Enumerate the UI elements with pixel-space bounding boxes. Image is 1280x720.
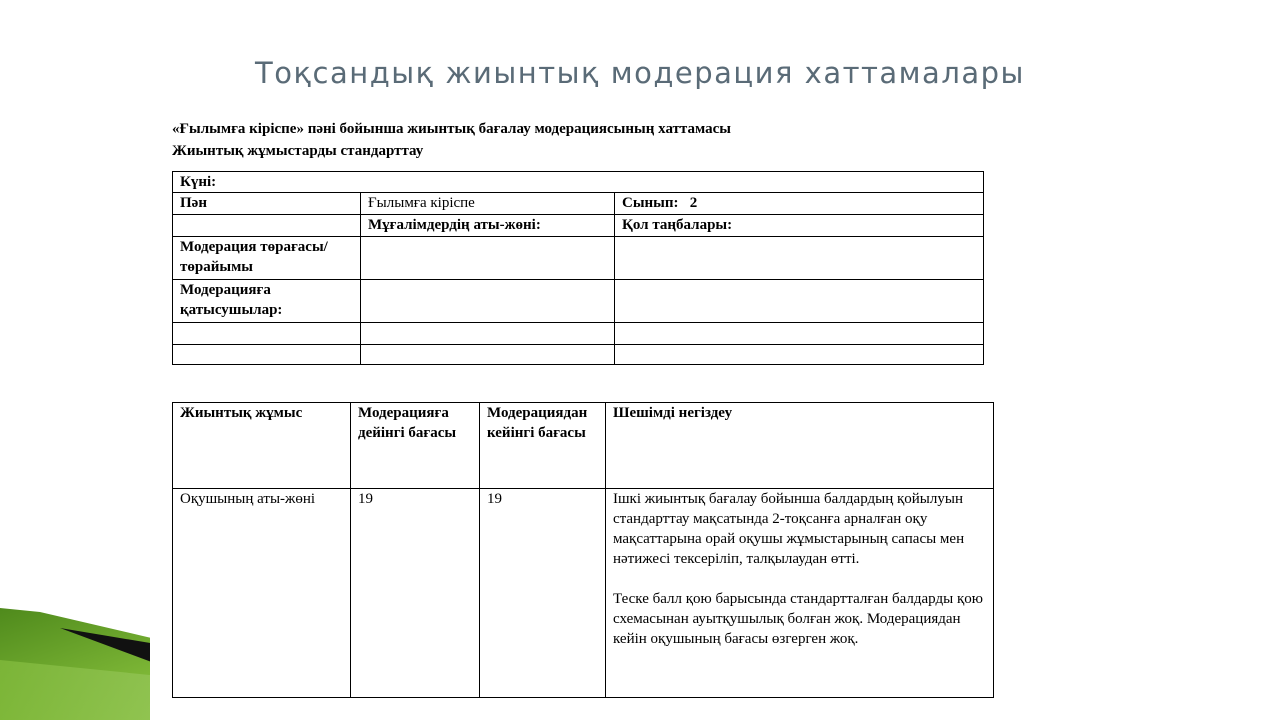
header-justification: Шешімді негіздеу [606,403,994,489]
empty-cell [173,215,361,237]
justification-paragraph: Теске балл қою барысында стандартталған балдарды қою схемасынан ауытқушылық болған жоқ. Модерациядан кейін оқушының бағасы өзгерген жоқ. [613,591,983,647]
empty-cell [615,280,984,323]
empty-cell [361,237,615,280]
info-table [172,171,984,365]
slide-title: Тоқсандық жиынтық модерация хаттамалары [255,56,1025,90]
empty-cell [361,323,615,345]
score-after: 19 [480,489,606,698]
justification-paragraph: Ішкі жиынтық бағалау бойынша балдардың қойылуын стандарттау мақсатында 2-тоқсанға арналған оқу мақсаттарына орай оқушы жұмыстарының сапасы мен нәтижесі тексеріліп, талқылаудан өтті. [613,491,965,567]
justification-cell [606,489,994,698]
score-before: 19 [351,489,480,698]
empty-cell [173,323,361,345]
chair-label: Модерация төрағасы/төрайымы [173,237,361,280]
results-table [172,402,994,698]
empty-cell [173,345,361,365]
signatures-label: Қол таңбалары: [615,215,984,237]
empty-cell [615,323,984,345]
header-after: Модерациядан кейінгі бағасы [480,403,606,489]
participants-label: Модерацияға қатысушылар: [173,280,361,323]
subject-label: Пән [173,193,361,215]
header-before: Модерацияға дейінгі бағасы [351,403,480,489]
subject-value: Ғылымға кіріспе [361,193,615,215]
date-label: Күні: [173,172,984,193]
student-name-cell: Оқушының аты-жөні [173,489,351,698]
empty-cell [361,280,615,323]
document-heading: «Ғылымға кіріспе» пәні бойынша жиынтық бағалау модерациясының хаттамасы [172,121,731,137]
class-value: 2 [689,195,698,211]
teachers-label: Мұғалімдердің аты-жөні: [361,215,615,237]
class-cell [615,193,984,215]
empty-cell [361,345,615,365]
document-page [150,108,1010,720]
header-work: Жиынтық жұмыс [173,403,351,489]
empty-cell [615,237,984,280]
class-label: Сынып: [622,195,679,211]
paragraph-gap [613,569,986,589]
empty-cell [615,345,984,365]
document-subheading: Жиынтық жұмыстарды стандарттау [172,143,424,159]
